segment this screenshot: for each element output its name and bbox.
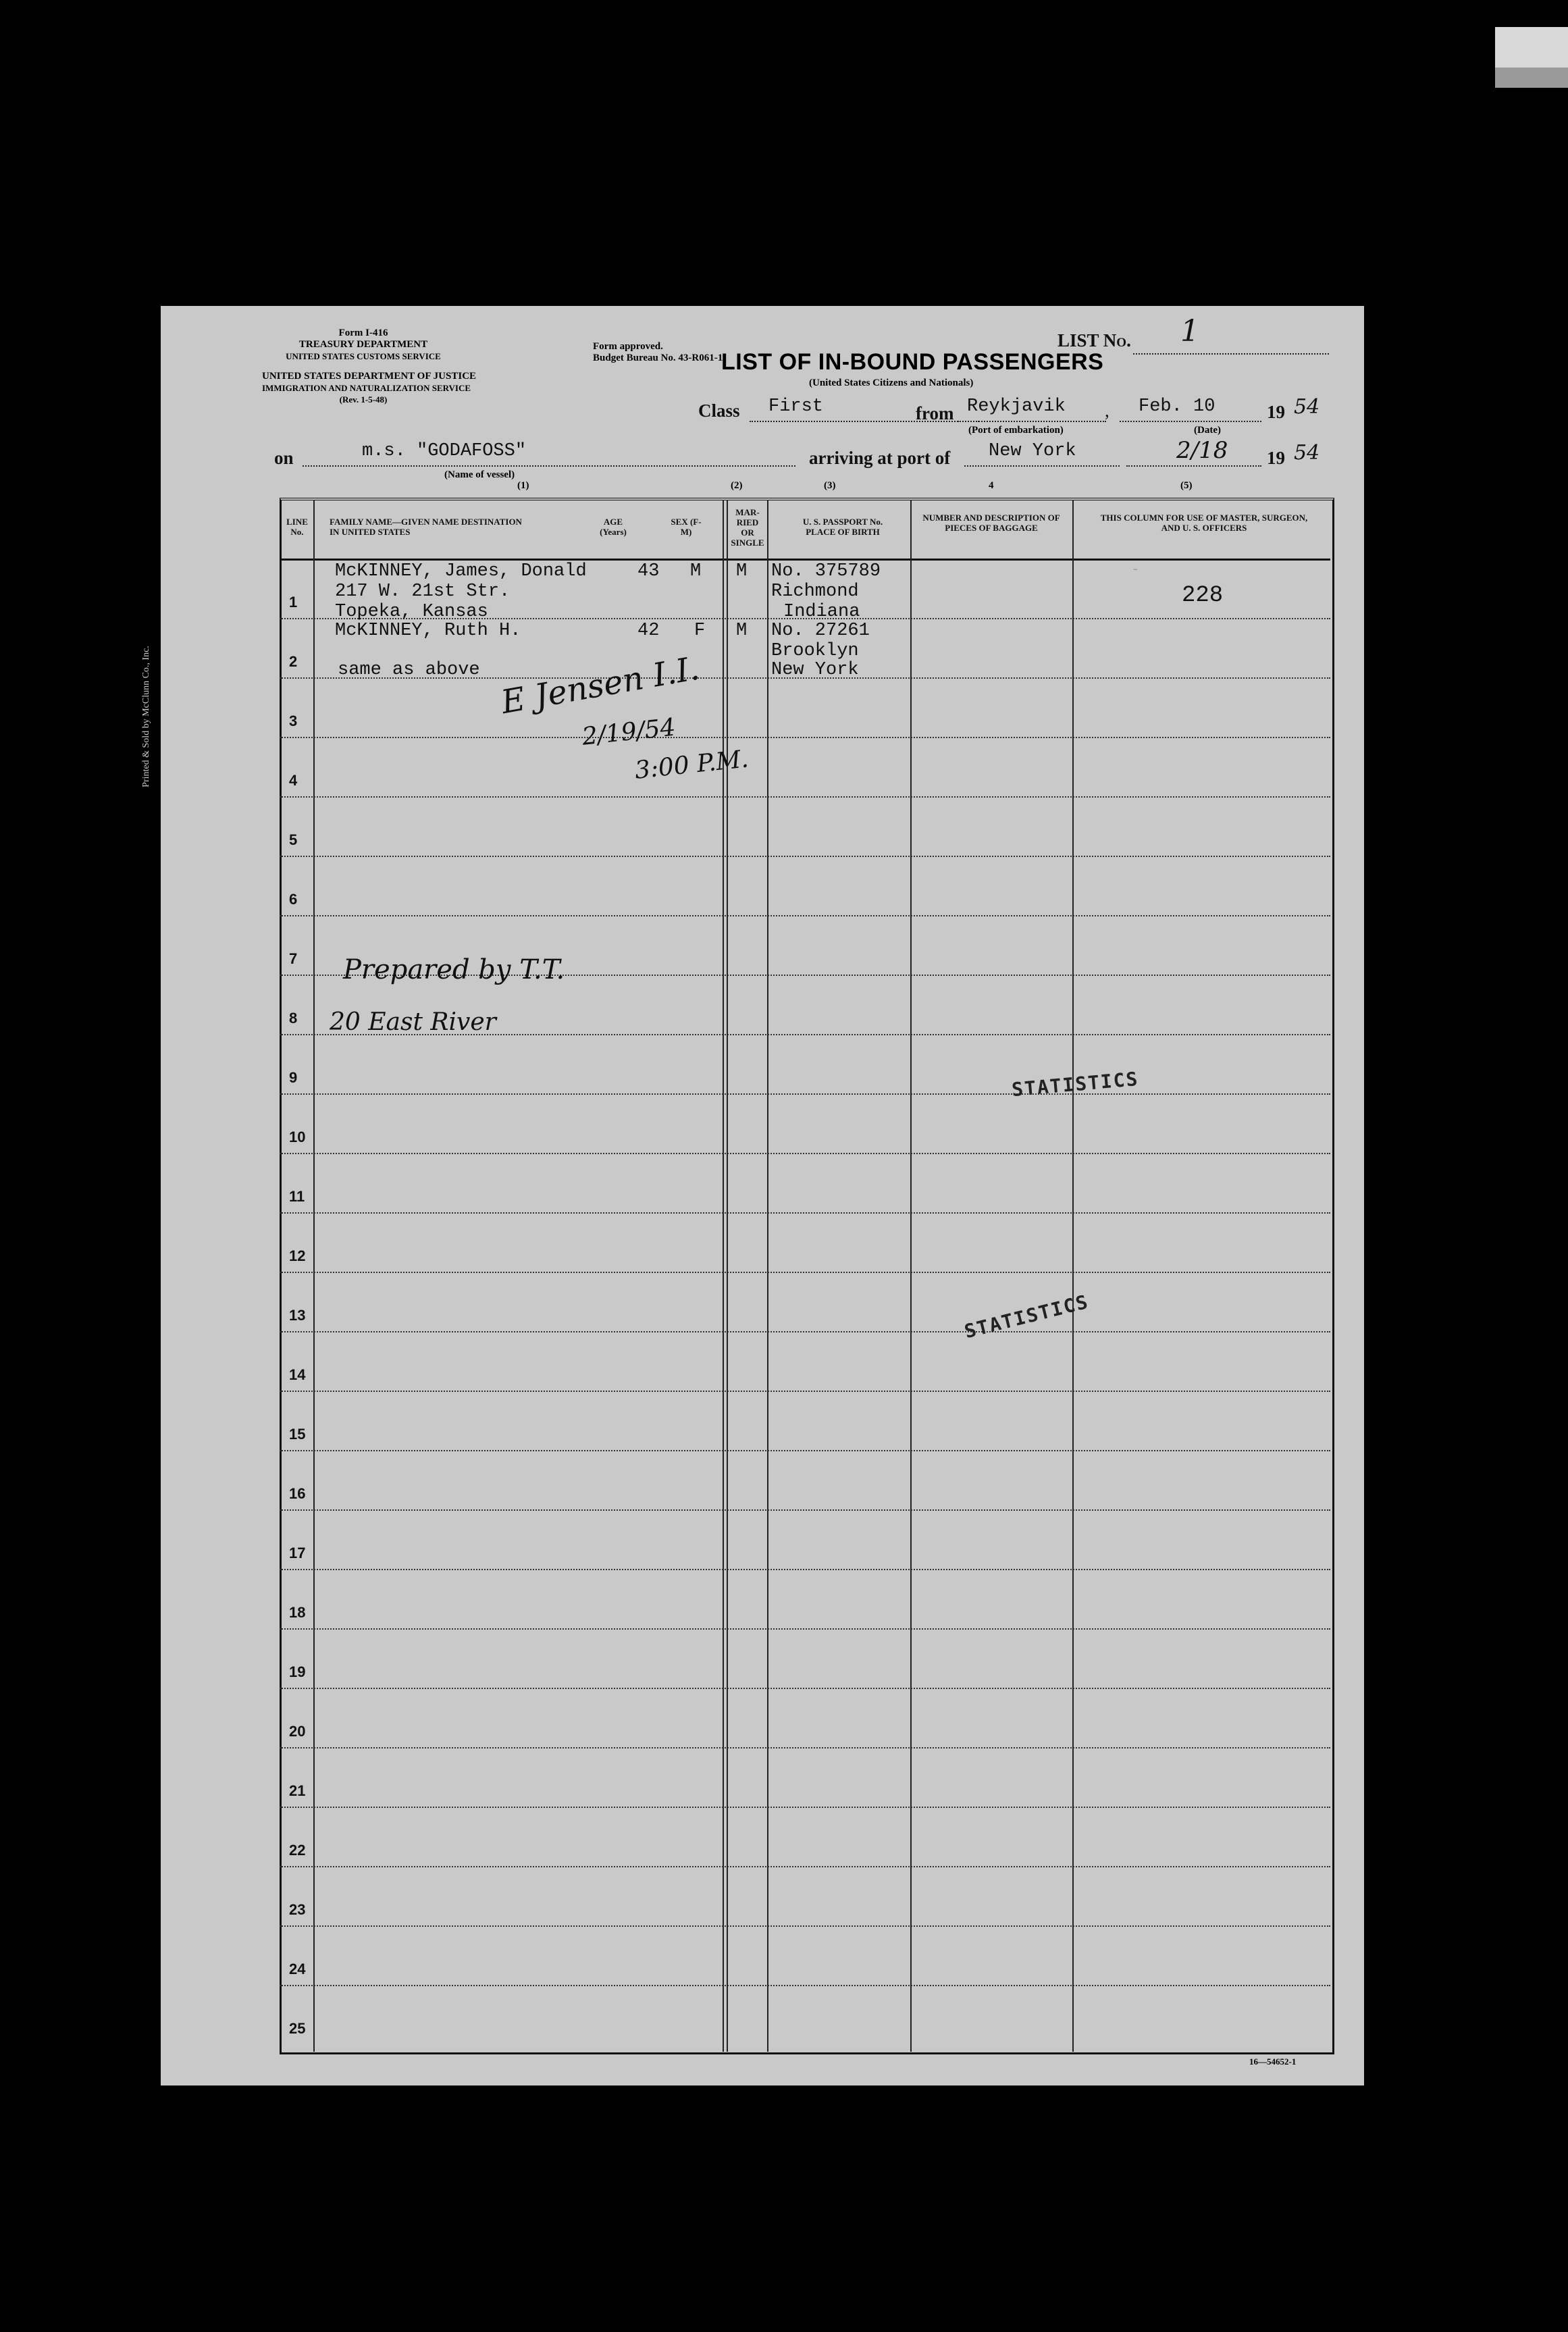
form-code: 16—54652-1: [1249, 2056, 1297, 2067]
row-divider: [280, 1925, 1330, 1927]
row-divider: [280, 1153, 1330, 1154]
line-number: 4: [289, 772, 298, 789]
col-divider: [767, 500, 768, 2052]
line-number: 10: [289, 1129, 306, 1145]
row-divider: [280, 1985, 1330, 1986]
form-approved: Form approved.: [593, 341, 663, 352]
officer-tick-mark: -: [1133, 561, 1138, 576]
col-caption-4: 4: [989, 480, 994, 491]
line-number: 12: [289, 1247, 306, 1264]
col-header-passport: U. S. PASSPORT No. PLACE OF BIRTH: [802, 517, 883, 537]
header-divider: [280, 559, 1330, 561]
row-divider: [280, 1688, 1330, 1689]
justice-block: [262, 371, 477, 405]
page-title: LIST OF IN-BOUND PASSENGERS: [721, 349, 1104, 375]
row-divider: [280, 796, 1330, 798]
embark-port-line: [958, 421, 1106, 422]
class-label: Class: [698, 400, 740, 421]
row-divider: [280, 1866, 1330, 1867]
budget-bureau: Budget Bureau No. 43-R061-1.: [593, 353, 725, 363]
form-header-block: [262, 328, 465, 362]
prepared-by-note: Prepared by T.T.: [343, 954, 565, 985]
vessel-line: [303, 465, 795, 467]
ins-label: IMMIGRATION AND NATURALIZATION SERVICE: [262, 383, 471, 393]
passenger-2-address: same as above: [338, 660, 480, 680]
manifest-sheet: [140, 306, 1364, 2085]
treasury-label: TREASURY DEPARTMENT: [298, 339, 428, 350]
col-header-officers: THIS COLUMN FOR USE OF MASTER, SURGEON, AND U. S. OFFICERS: [1100, 513, 1308, 533]
list-no-line: [1133, 353, 1329, 355]
row-divider: [280, 1212, 1330, 1214]
line-number: 25: [289, 2020, 306, 2037]
printer-imprint: Printed & Sold by McClunn Co., Inc.: [140, 646, 151, 787]
line-number: 16: [289, 1485, 306, 1502]
list-no-label: LIST No.: [1057, 330, 1131, 351]
scan-edge-mark: [1495, 68, 1568, 88]
passenger-2-marital: M: [736, 621, 748, 641]
statistics-stamp: STATISTICS: [962, 1290, 1091, 1343]
col-caption-1: (1): [517, 480, 529, 491]
col-divider: [723, 500, 724, 2052]
row-divider: [280, 1331, 1330, 1332]
row-divider: [280, 737, 1330, 738]
year2-suffix: 54: [1294, 441, 1320, 465]
passenger-1-sex: M: [690, 561, 702, 581]
passenger-1-passport: No. 375789: [771, 561, 881, 581]
justice-label: UNITED STATES DEPARTMENT OF JUSTICE: [262, 371, 477, 382]
line-number: 9: [289, 1069, 298, 1086]
passenger-2-birth-state: New York: [771, 660, 859, 680]
row-divider: [280, 915, 1330, 916]
col-caption-3: (3): [824, 480, 836, 491]
passenger-1-address-1: 217 W. 21st Str.: [335, 581, 511, 602]
embark-port-value: Reykjavik: [967, 396, 1066, 417]
line-number: 18: [289, 1604, 306, 1621]
line-number: 5: [289, 831, 298, 848]
row-divider: [280, 1628, 1330, 1630]
line-number: 1: [289, 594, 298, 611]
scan-edge-mark: [1495, 27, 1568, 68]
passenger-1-name: McKINNEY, James, Donald: [335, 561, 587, 581]
embark-date-line: [1120, 421, 1261, 422]
line-number: 22: [289, 1842, 306, 1859]
year-prefix: 19: [1267, 402, 1285, 422]
passenger-1-officer-note: 228: [1182, 583, 1224, 608]
revision-label: (Rev. 1-5-48): [339, 394, 388, 405]
line-number: 17: [289, 1545, 306, 1561]
embark-date-value: Feb. 10: [1139, 396, 1216, 417]
line-number: 15: [289, 1426, 306, 1443]
passenger-1-birth-city: Richmond: [771, 581, 859, 602]
class-value: First: [768, 396, 824, 417]
col-divider: [313, 500, 315, 2052]
col-caption-5: (5): [1180, 480, 1193, 491]
line-number: 8: [289, 1010, 298, 1027]
year2-prefix: 19: [1267, 448, 1285, 468]
statistics-stamp: STATISTICS: [1010, 1067, 1140, 1102]
date-caption: (Date): [1194, 425, 1221, 436]
page-subtitle: (United States Citizens and Nationals): [809, 378, 974, 388]
col-header-line: LINE No.: [286, 517, 308, 537]
line-number: 2: [289, 653, 298, 670]
col-header-name: FAMILY NAME—GIVEN NAME DESTINATION IN UNITED STATES: [330, 517, 522, 537]
col-header-sex: SEX (F-M): [671, 517, 702, 537]
vessel-value: m.s. "GODAFOSS": [362, 441, 527, 461]
passenger-2-passport: No. 27261: [771, 621, 870, 641]
arriving-label: arriving at port of: [809, 448, 951, 468]
passenger-2-name: McKINNEY, Ruth H.: [335, 621, 521, 641]
row-divider: [280, 1569, 1330, 1570]
passenger-1-marital: M: [736, 561, 748, 581]
row-divider: [280, 1509, 1330, 1511]
inspector-signature: E Jensen I.I.: [498, 649, 702, 722]
year-suffix: 54: [1294, 395, 1320, 419]
from-label: from: [916, 403, 954, 423]
line-number: 19: [289, 1663, 306, 1680]
line-number: 3: [289, 712, 298, 729]
line-number: 6: [289, 891, 298, 908]
arrival-port-line: [964, 465, 1120, 467]
line-number: 20: [289, 1723, 306, 1740]
col-caption-2: (2): [731, 480, 743, 491]
row-divider: [280, 856, 1330, 857]
form-number: Form I-416: [338, 328, 388, 338]
arrival-port-value: New York: [989, 441, 1076, 461]
arrival-date-line: [1126, 465, 1261, 467]
vessel-caption: (Name of vessel): [444, 469, 515, 480]
line-number: 11: [289, 1188, 305, 1205]
line-number: 23: [289, 1901, 306, 1918]
line-number: 7: [289, 950, 298, 967]
customs-label: UNITED STATES CUSTOMS SERVICE: [286, 351, 441, 361]
col-divider: [1072, 500, 1074, 2052]
passenger-table: [280, 498, 1334, 2054]
row-divider: [280, 1807, 1330, 1808]
passenger-2-sex: F: [694, 621, 706, 641]
approval-block: [593, 341, 725, 364]
line-number: 13: [289, 1307, 306, 1324]
col-header-married: MAR- RIED OR SINGLE: [731, 507, 764, 548]
line-number: 24: [289, 1961, 306, 1977]
row-divider: [280, 1272, 1330, 1273]
row-divider: [280, 1093, 1330, 1095]
passenger-1-birth-state: Indiana: [783, 602, 860, 622]
inspection-date: 2/19/54: [581, 713, 677, 751]
row-divider: [280, 1747, 1330, 1748]
list-no-value: 1: [1180, 314, 1199, 348]
passenger-2-birth-city: Brooklyn: [771, 641, 859, 661]
passenger-1-age: 43: [637, 561, 660, 581]
prepared-address-note: 20 East River: [330, 1008, 496, 1036]
passenger-1-address-2: Topeka, Kansas: [335, 602, 488, 622]
arrival-date-value: 2/18: [1176, 437, 1228, 464]
line-number: 21: [289, 1782, 306, 1799]
col-divider: [910, 500, 912, 2052]
embark-port-caption: (Port of embarkation): [968, 425, 1064, 436]
line-number: 14: [289, 1366, 306, 1383]
inspection-time: 3:00 P.M.: [633, 745, 750, 785]
row-divider: [280, 1450, 1330, 1451]
passenger-2-age: 42: [637, 621, 660, 641]
col-header-age: AGE (Years): [600, 517, 627, 537]
col-header-baggage: NUMBER AND DESCRIPTION OF PIECES OF BAGGAGE: [922, 513, 1060, 533]
col-divider: [727, 500, 728, 2052]
on-label: on: [274, 448, 294, 468]
comma: ,: [1105, 400, 1109, 421]
row-divider: [280, 1391, 1330, 1392]
